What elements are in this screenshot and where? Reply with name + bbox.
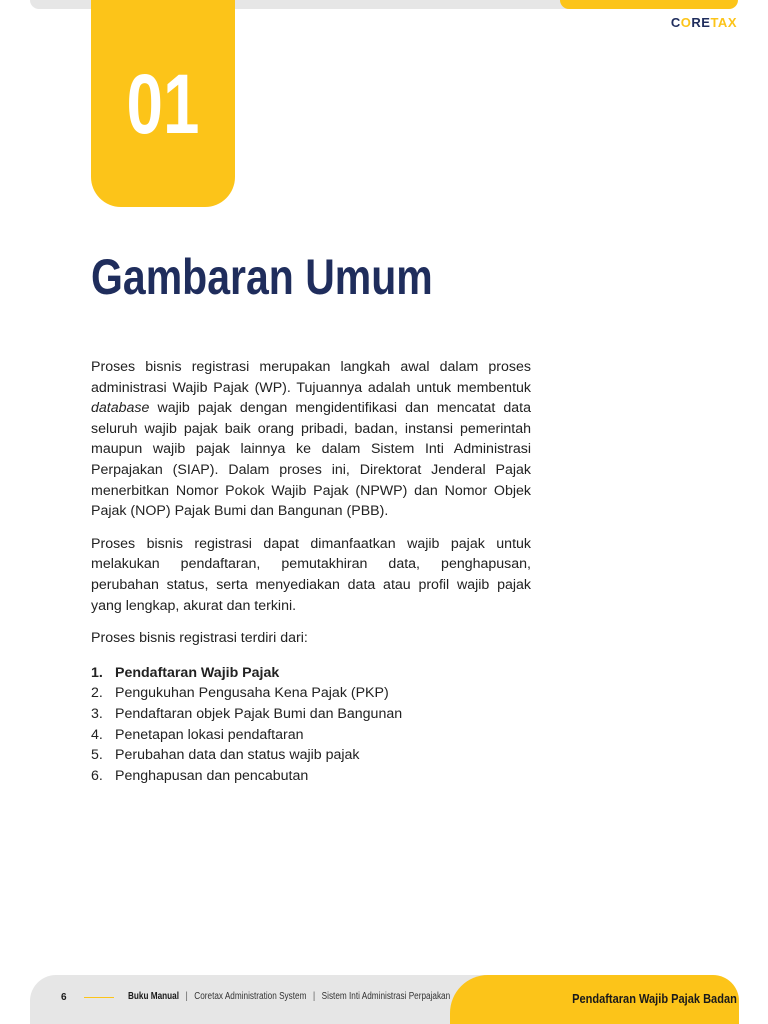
paragraph-intro-text-a: Proses bisnis registrasi merupakan langkah awal dalam proses administrasi Wajib Pajak (WP). Tujuannya adalah untuk membentuk [91, 359, 531, 396]
list-item [91, 663, 531, 684]
paragraph-intro-text-b: wajib pajak dengan mengidentifikasi dan mencatat data seluruh wajib pajak baik orang pribadi, badan, instansi pemerintah maupun wajib pajak lainnya ke dalam Sistem Inti Administrasi Perpajakan (SIAP). Dalam proses ini, Direktorat Jenderal Pajak menerbitkan Nomor Pokok Wajib Pajak (NPWP) dan Nomor Objek Pajak (NOP) Pajak Bumi dan Bangunan (PBB). [91, 400, 531, 520]
list-item-text: Penetapan lokasi pendaftaran [115, 726, 304, 743]
paragraph-intro [91, 357, 531, 522]
list-item-text: Pengukuhan Pengusaha Kena Pajak (PKP) [115, 685, 389, 702]
footer-separator: | [312, 991, 316, 1002]
chapter-number: 01 [126, 57, 200, 151]
list-item-text: Pendaftaran objek Pajak Bumi dan Bangunan [115, 705, 403, 722]
list-item [91, 704, 531, 725]
list-item [91, 745, 531, 766]
footer-system-name: Coretax Administration System [194, 991, 307, 1002]
list-item-number: 3. [91, 705, 103, 722]
logo-letters-tax: TAX [710, 15, 737, 30]
footer-doc-info [128, 991, 450, 1002]
footer-manual-label: Buku Manual [128, 991, 180, 1002]
list-item-text: Penghapusan dan pencabutan [115, 767, 309, 784]
page-number: 6 [61, 992, 67, 1003]
chapter-title: Gambaran Umum [91, 249, 433, 305]
list-item [91, 766, 531, 787]
top-decor-bar-yellow [560, 0, 738, 9]
list-item-number: 6. [91, 767, 103, 784]
footer-system-subtitle: Sistem Inti Administrasi Perpajakan [321, 991, 451, 1002]
logo-letter-c: C [670, 15, 681, 30]
list-item-number: 4. [91, 726, 103, 743]
process-list [91, 663, 531, 787]
list-item-number: 2. [91, 685, 103, 702]
list-item [91, 683, 531, 704]
list-item-number: 5. [91, 747, 103, 764]
footer-divider-line [84, 997, 114, 998]
chapter-number-tab [91, 0, 235, 207]
paragraph-usage: Proses bisnis registrasi dapat dimanfaatkan wajib pajak untuk melakukan pendaftaran, pemutakhiran data, penghapusan, perubahan status, serta menyediakan data atau profil wajib pajak yang lengkap, akurat dan terkini. [91, 535, 531, 614]
paragraph-list-intro: Proses bisnis registrasi terdiri dari: [91, 630, 308, 647]
list-item-text: Perubahan data dan status wajib pajak [115, 747, 360, 764]
footer-section-title: Pendaftaran Wajib Pajak Badan [572, 991, 737, 1006]
logo-letters-re: RE [691, 15, 711, 30]
logo-letter-o: O [680, 15, 692, 30]
list-item-number: 1. [91, 664, 103, 681]
paragraph-intro-italic: database [91, 400, 150, 417]
chapter-body [91, 357, 531, 786]
list-item-text: Pendaftaran Wajib Pajak [115, 664, 280, 681]
coretax-logo [671, 15, 737, 30]
footer-separator: | [185, 991, 188, 1002]
list-item [91, 725, 531, 746]
